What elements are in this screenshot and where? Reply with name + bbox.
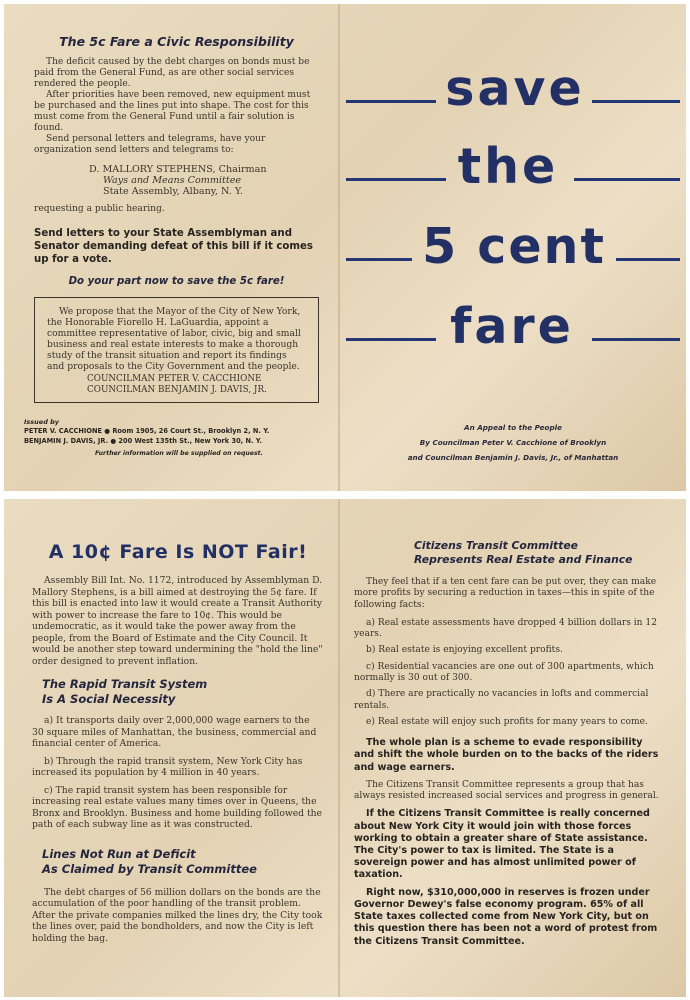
title-rule <box>592 338 680 341</box>
title-rule <box>346 338 436 341</box>
title-rule <box>346 258 412 261</box>
title-rule <box>574 178 680 181</box>
bill-intro: Assembly Bill Int. No. 1172, introduced by Assemblyman D. Mallory Stephens, is a bill aimed at destroying the 5¢ fare. If this bill is enacted into law it would create a Transit Authority with power to increase the fare to 10¢. This would be undemocratic, as it would take the power away from the people, from the Board of Estimate and the City Council. It would be another step toward undermining the "hold the line" order designed to prevent inflation. <box>32 575 323 667</box>
fact-e: e) Real estate will enjoy such profits for many years to come. <box>366 716 648 727</box>
profits-intro: They feel that if a ten cent fare can be put over, they can make more profits by securing a reduction in taxes—this in spite of the following facts: <box>354 577 657 610</box>
inner-left-panel <box>32 541 324 944</box>
cover-row-fare <box>340 298 686 355</box>
issuer-davis: BENJAMIN J. DAVIS, JR. ● 200 West 135th St., New York 30, N. Y. <box>24 437 262 445</box>
cover-word-fare: fare <box>450 298 574 355</box>
fact-a: a) Real estate assessments have dropped 4 billion dollars in 12 years. <box>354 617 657 640</box>
address-block <box>34 164 319 197</box>
cover-row-save <box>340 60 686 117</box>
leaflet-outer-sheet <box>4 4 686 491</box>
state-assistance-statement: If the Citizens Transit Committee is really concerned about New York City it would join with those forces working to obtain a greater share of State assistance. The City's power to tax is limited. The State is a sovereign power and has almost unlimited power of taxation. <box>354 808 650 881</box>
debt-paragraph: The debt charges of 56 million dollars on the bonds are the accumulation of the poor handling of the transit problem. After the private companies milked the lines dry, the City took the lines over, paid the bondholders, and now the City is left holding the bag. <box>32 886 323 944</box>
reserves-statement: Right now, $310,000,000 in reserves is frozen under Governor Dewey's false economy program. 65% of all State taxes collected come from New York City, but on this question there has been not a word of protest from the Citizens Transit Committee. <box>354 886 658 947</box>
committee-heading <box>354 539 660 567</box>
fold-crease <box>338 499 340 997</box>
fact-b: b) Real estate is enjoying excellent profits. <box>366 645 563 656</box>
hearing-request: requesting a public hearing. <box>34 204 165 214</box>
proposal-text: We propose that the Mayor of the City of New York, the Honorable Fiorello H. LaGuardia, appoint a committee representative of labor, civic, big and small business and real estate interests to make a thorough study of the transit situation and report its findings and proposals to the City Government and the people. <box>47 306 301 372</box>
priorities-paragraph: After priorities have been removed, new equipment must be purchased and the lines put into shape. The cost for this must come from the General Fund until a fair solution is found. <box>34 90 311 133</box>
cover-row-5cent <box>340 218 686 275</box>
cover-panel <box>340 4 686 491</box>
back-panel <box>34 34 319 403</box>
further-info: Further information will be supplied on request. <box>95 450 263 457</box>
issued-by-label: Issued by <box>24 418 59 426</box>
address-committee: Ways and Means Committee <box>103 175 242 186</box>
signature-davis: COUNCILMAN BENJAMIN J. DAVIS, JR. <box>87 385 267 395</box>
deficit-heading-line2: As Claimed by Transit Committee <box>42 861 257 876</box>
letters-call-to-action: Send letters to your State Assemblyman and Senator demanding defeat of this bill if it comes up for a vote. <box>34 228 313 265</box>
issuer-cacchione: PETER V. CACCHIONE ● Room 1905, 26 Court St., Brooklyn 2, N. Y. <box>24 427 270 435</box>
send-letters-paragraph: Send personal letters and telegrams, have your organization send letters and telegrams to: <box>34 134 266 155</box>
byline-cacchione: By Councilman Peter V. Cacchione of Brooklyn <box>419 438 607 447</box>
issuer-block <box>24 418 334 457</box>
cover-word-save: save <box>445 60 585 117</box>
cover-row-the <box>340 138 686 195</box>
title-rule <box>592 100 680 103</box>
not-fair-title: A 10¢ Fare Is NOT Fair! <box>48 541 308 563</box>
address-location: State Assembly, Albany, N. Y. <box>103 186 244 197</box>
leaflet-inner-sheet <box>4 499 686 997</box>
point-b: b) Through the rapid transit system, New York City has increased its population by 4 million in 40 years. <box>32 755 303 778</box>
point-c: c) The rapid transit system has been responsible for increasing real estate values many times over in Queens, the Bronx and Brooklyn. Business and home building followed the path of each subway line as it was constructed. <box>32 784 322 830</box>
deficit-heading-line1: Lines Not Run at Deficit <box>42 846 196 861</box>
scheme-statement: The whole plan is a scheme to evade responsibility and shift the whole burden on to the backs of the riders and wage earners. <box>354 737 659 773</box>
fact-d: d) There are practically no vacancies in lofts and commercial rentals. <box>354 689 649 711</box>
address-name: D. MALLORY STEPHENS, Chairman <box>89 164 267 175</box>
rapid-transit-heading <box>32 677 324 707</box>
byline-davis: and Councilman Benjamin J. Davis, Jr., of Manhattan <box>407 453 619 462</box>
deficit-paragraph: The deficit caused by the debt charges on bonds must be paid from the General Fund, as are other social services rendered the people. <box>34 57 310 89</box>
cover-byline <box>340 422 686 464</box>
title-rule <box>346 100 436 103</box>
title-rule <box>616 258 680 261</box>
cover-word-5cent: 5 cent <box>422 218 606 275</box>
committee-represents: The Citizens Transit Committee represents a group that has always resisted increased social services and progress in general. <box>354 779 659 802</box>
rapid-transit-heading-line1: The Rapid Transit System <box>42 677 208 691</box>
civic-heading: The 5c Fare a Civic Responsibility <box>59 34 294 49</box>
committee-heading-line2: Represents Real Estate and Finance <box>414 553 633 566</box>
committee-heading-line1: Citizens Transit Committee <box>414 539 578 552</box>
signature-cacchione: COUNCILMAN PETER V. CACCHIONE <box>87 374 262 384</box>
point-a: a) It transports daily over 2,000,000 wage earners to the 30 square miles of Manhattan, the business, commercial and financial center of America. <box>32 715 317 749</box>
fact-c: c) Residential vacancies are one out of 300 apartments, which normally is 30 out of 300. <box>354 661 654 684</box>
appeal-line: An Appeal to the People <box>464 423 562 432</box>
rapid-transit-heading-line2: Is A Social Necessity <box>42 692 176 706</box>
save-fare-call: Do your part now to save the 5c fare! <box>68 276 285 287</box>
proposal-box <box>34 297 319 403</box>
cover-word-the: the <box>457 138 559 195</box>
title-rule <box>346 178 446 181</box>
inner-right-panel <box>354 539 660 948</box>
deficit-heading <box>32 847 324 877</box>
